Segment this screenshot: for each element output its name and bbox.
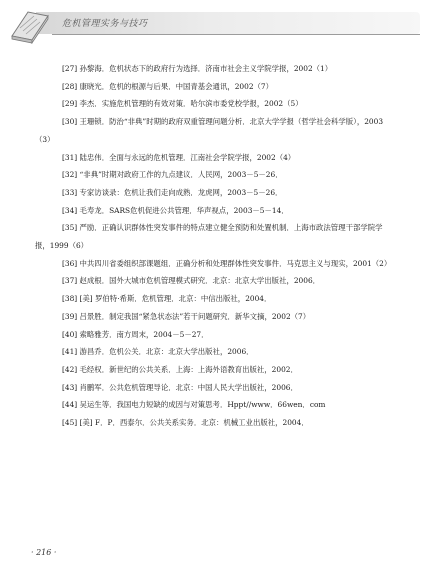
reference-item: [33] 专家访谈录：危机让我们走向成熟．龙虎网，2003－5－26． bbox=[62, 187, 283, 197]
reference-item: [41] 游昌乔．危机公关．北京：北京大学出版社，2006． bbox=[62, 347, 254, 357]
reference-item: [27] 孙黎海．危机状态下的政府行为选择．济南市社会主义学院学报，2002（1） bbox=[62, 64, 333, 73]
reference-item: [43] 肖鹏军．公共危机管理导论．北京：中国人民大学出版社，2006． bbox=[62, 382, 298, 392]
reference-item: [36] 中共四川省委组织部课题组．正确分析和处理群体性突发事件．马克思主义与现实，2001（2） bbox=[62, 258, 392, 268]
reference-item: [30] 王珊锁．防治“非典”时期的政府双重管理问题分析．北京大学学报（哲学社会科学版），2003（3） bbox=[35, 117, 384, 144]
reference-item: [38] [美] 罗伯特·希斯．危机管理．北京：中信出版社，2004． bbox=[62, 294, 272, 304]
running-header bbox=[8, 6, 420, 46]
reference-item: [32] “非典”时期对政府工作的九点建议．人民网，2003－5－26． bbox=[62, 170, 283, 180]
reference-item: [29] 李杰．实施危机管理的有效对策．哈尔滨市委党校学报，2002（5） bbox=[62, 99, 303, 109]
book-icon bbox=[8, 6, 52, 44]
reference-item: [37] 赵成根．国外大城市危机管理模式研究．北京：北京大学出版社，2006． bbox=[62, 276, 321, 286]
reference-item: [28] 康晓光．危机的根源与后果．中国青基会通讯，2002（7） bbox=[62, 81, 274, 91]
reference-list bbox=[35, 60, 391, 432]
page-number: · 216 · bbox=[31, 548, 57, 557]
reference-item: [45] [美] F．P．西泰尔．公共关系实务．北京：机械工业出版社，2004． bbox=[62, 418, 309, 428]
reference-item: [40] 索略雅芳．南方周末，2004－5－27． bbox=[62, 329, 209, 339]
reference-item: [34] 毛寿龙．SARS危机促进公共管理．华声视点，2003－5－14． bbox=[62, 205, 289, 215]
reference-item: [44] 吴运生等．我国电力短缺的成因与对策思考．Hppt//www．66wen．com bbox=[62, 400, 326, 410]
reference-item: [39] 吕景胜．制定我国“紧急状态法”若干问题研究．新华文摘，2002（7） bbox=[62, 311, 311, 321]
reference-item: [31] 陆忠伟．全面与永远的危机管理．江南社会学院学报，2002（4） bbox=[62, 152, 296, 162]
reference-item: [42] 毛经权．新世纪的公共关系．上海：上海外语教育出版社，2002． bbox=[62, 364, 298, 374]
reference-item: [35] 严励．正确认识群体性突发事件的特点建立健全预防和处置机制．上海市政法管理干部学院学报，1999（6） bbox=[35, 223, 383, 251]
header-rule bbox=[52, 34, 420, 35]
header-title: 危机管理实务与技巧 bbox=[62, 19, 148, 29]
